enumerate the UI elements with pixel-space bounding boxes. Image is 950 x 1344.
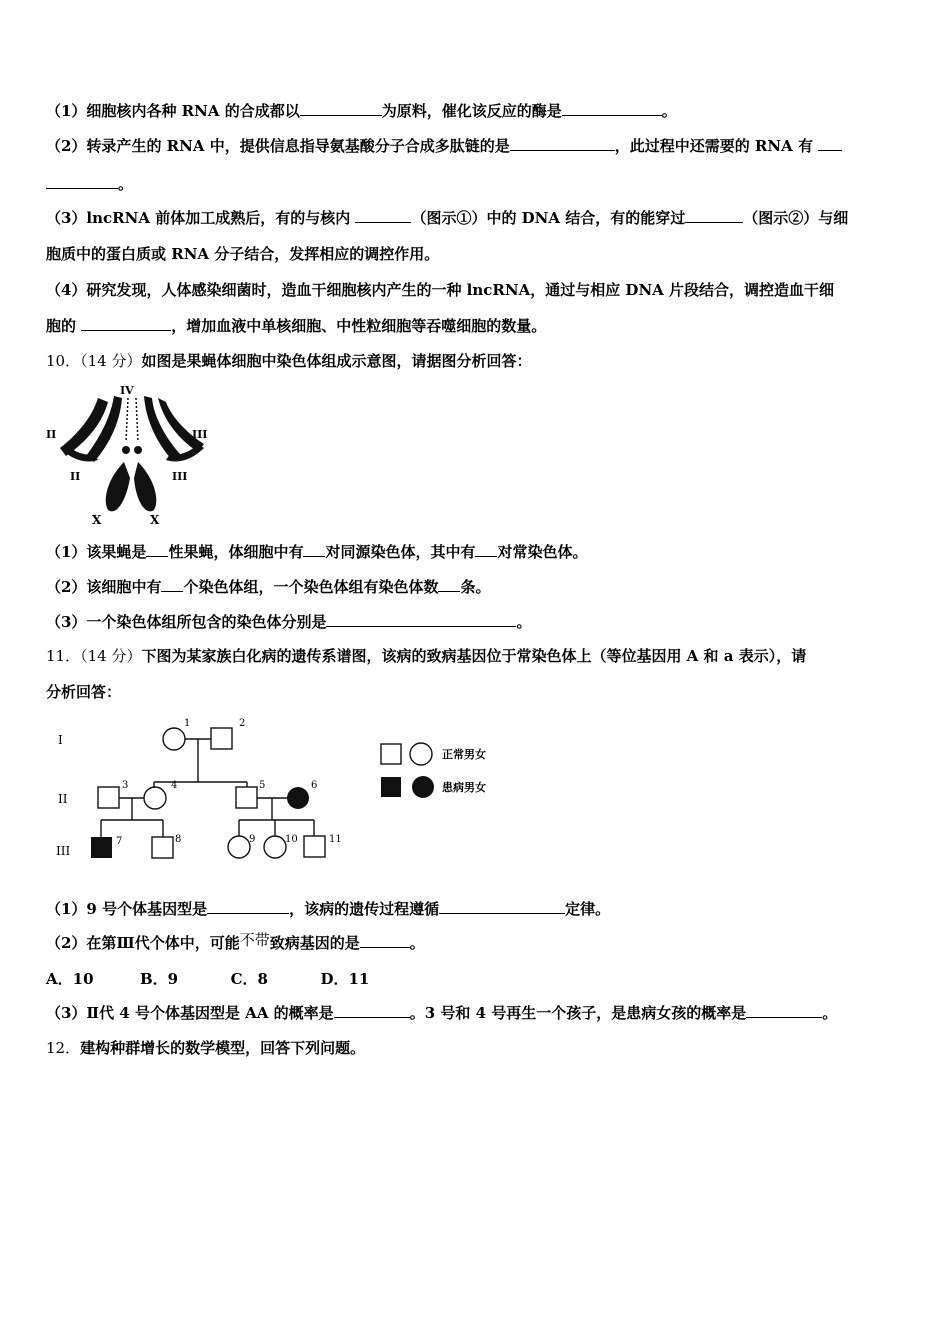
answer-blank[interactable] xyxy=(334,1003,410,1018)
q9-part4: （4）研究发现，人体感染细菌时，造血干细胞核内产生的一种 lncRNA，通过与相应 DNA 片段结合，调控造血干细 xyxy=(46,281,835,299)
legend-normal-female xyxy=(410,743,432,765)
generation-II: II xyxy=(58,792,68,806)
label-X-left: X xyxy=(92,513,102,527)
svg-text:2: 2 xyxy=(239,718,246,729)
answer-blank[interactable] xyxy=(81,316,171,331)
answer-blank[interactable] xyxy=(207,899,289,914)
answer-blank[interactable] xyxy=(475,542,497,557)
svg-text:5: 5 xyxy=(259,780,266,791)
answer-blank[interactable] xyxy=(562,101,662,116)
individual-6 xyxy=(287,787,309,809)
individual-3 xyxy=(98,787,119,808)
option-C[interactable]: C．8 xyxy=(230,970,268,988)
q10-stem: 10．（14 分）如图是果蝇体细胞中染色体组成示意图，请据图分析回答： xyxy=(46,352,532,370)
label-IV: IV xyxy=(120,384,134,397)
answer-blank[interactable] xyxy=(355,208,411,223)
svg-text:10: 10 xyxy=(285,834,298,845)
option-B[interactable]: B．9 xyxy=(139,970,179,988)
svg-text:11: 11 xyxy=(329,834,342,845)
answer-blank[interactable] xyxy=(46,174,118,189)
q10-part2: （2）该细胞中有 个染色体组，一个染色体组有染色体数 条。 xyxy=(46,578,491,596)
label-III-right: III xyxy=(192,428,208,441)
answer-blank[interactable] xyxy=(303,542,325,557)
label-III-lower: III xyxy=(172,470,188,483)
label-II-left: II xyxy=(46,428,57,441)
q11-part1: （1）9 号个体基因型是 ，该病的遗传过程遵循 定律。 xyxy=(46,900,611,918)
label-II-lower: II xyxy=(70,470,81,483)
pedigree-chart xyxy=(46,712,516,872)
svg-text:3: 3 xyxy=(122,780,129,791)
answer-blank[interactable] xyxy=(146,542,168,557)
q11-stem-cont: 分析回答： xyxy=(46,683,122,701)
svg-text:7: 7 xyxy=(116,836,123,847)
individual-10 xyxy=(264,836,286,858)
answer-blank[interactable] xyxy=(326,612,516,627)
answer-blank[interactable] xyxy=(746,1003,822,1018)
q11-part3: （3）Ⅱ代 4 号个体基因型是 AA 的概率是 。3 号和 4 号再生一个孩子，是患病女孩的概率是 。 xyxy=(46,1004,838,1022)
q9-part4-cont: 胞的 ，增加血液中单核细胞、中性粒细胞等吞噬细胞的数量。 xyxy=(46,317,547,335)
q9-part3: （3）lncRNA 前体加工成熟后，有的与核内 （图示①）中的 DNA 结合，有的能穿过 （图示②）与细 xyxy=(46,209,849,227)
legend-affected-male xyxy=(381,777,401,797)
individual-4 xyxy=(144,787,166,809)
label-X-right: X xyxy=(150,513,160,527)
q9-part2: （2）转录产生的 RNA 中，提供信息指导氨基酸分子合成多肽链的是 ，此过程中还需要的 RNA 有 xyxy=(46,136,842,156)
q9-part1: （1）细胞核内各种 RNA 的合成都以 为原料，催化该反应的酶是 。 xyxy=(46,102,677,120)
answer-blank[interactable] xyxy=(161,577,183,592)
generation-III: III xyxy=(56,844,71,858)
individual-7 xyxy=(91,837,112,858)
q11-stem: 11．（14 分）下图为某家族白化病的遗传系谱图，该病的致病基因位于常染色体上（等位基因用 A 和 a 表示），请 xyxy=(46,647,807,665)
q9-part2-cont: 。 xyxy=(46,174,133,194)
q9-part3-cont: 胞质中的蛋白质或 RNA 分子结合，发挥相应的调控作用。 xyxy=(46,245,440,263)
individual-8 xyxy=(152,837,173,858)
answer-blank[interactable] xyxy=(300,101,382,116)
q10-part3: （3）一个染色体组所包含的染色体分别是 。 xyxy=(46,613,532,631)
svg-text:4: 4 xyxy=(171,780,178,791)
legend-affected-female xyxy=(412,776,434,798)
legend-affected-label: 患病男女 xyxy=(442,781,486,794)
q10-part1: （1）该果蝇是 性果蝇，体细胞中有 对同源染色体，其中有 对常染色体。 xyxy=(46,543,588,561)
legend-normal-male xyxy=(381,744,401,764)
answer-blank[interactable] xyxy=(360,933,410,948)
individual-2 xyxy=(211,728,232,749)
individual-9 xyxy=(228,836,250,858)
q12-stem: 12．建构种群增长的数学模型，回答下列问题。 xyxy=(46,1039,366,1057)
answer-blank[interactable] xyxy=(685,208,743,223)
chromosome-figure xyxy=(46,382,216,530)
individual-11 xyxy=(304,836,325,857)
svg-text:6: 6 xyxy=(311,780,318,791)
q11-part2: （2）在第Ⅲ代个体中，可能不带致病基因的是 。 xyxy=(46,931,425,952)
svg-text:1: 1 xyxy=(184,718,191,729)
option-D[interactable]: D．11 xyxy=(320,970,370,988)
answer-blank[interactable] xyxy=(438,577,460,592)
svg-text:8: 8 xyxy=(175,834,182,845)
answer-blank[interactable] xyxy=(510,136,615,151)
individual-5 xyxy=(236,787,257,808)
individual-1 xyxy=(163,728,185,750)
svg-text:9: 9 xyxy=(249,834,256,845)
legend-normal-label: 正常男女 xyxy=(442,748,486,761)
answer-blank[interactable] xyxy=(439,899,565,914)
option-A[interactable]: A．10 xyxy=(46,970,94,988)
answer-blank[interactable] xyxy=(818,136,842,151)
generation-I: I xyxy=(58,733,63,747)
q11-options xyxy=(46,969,369,989)
